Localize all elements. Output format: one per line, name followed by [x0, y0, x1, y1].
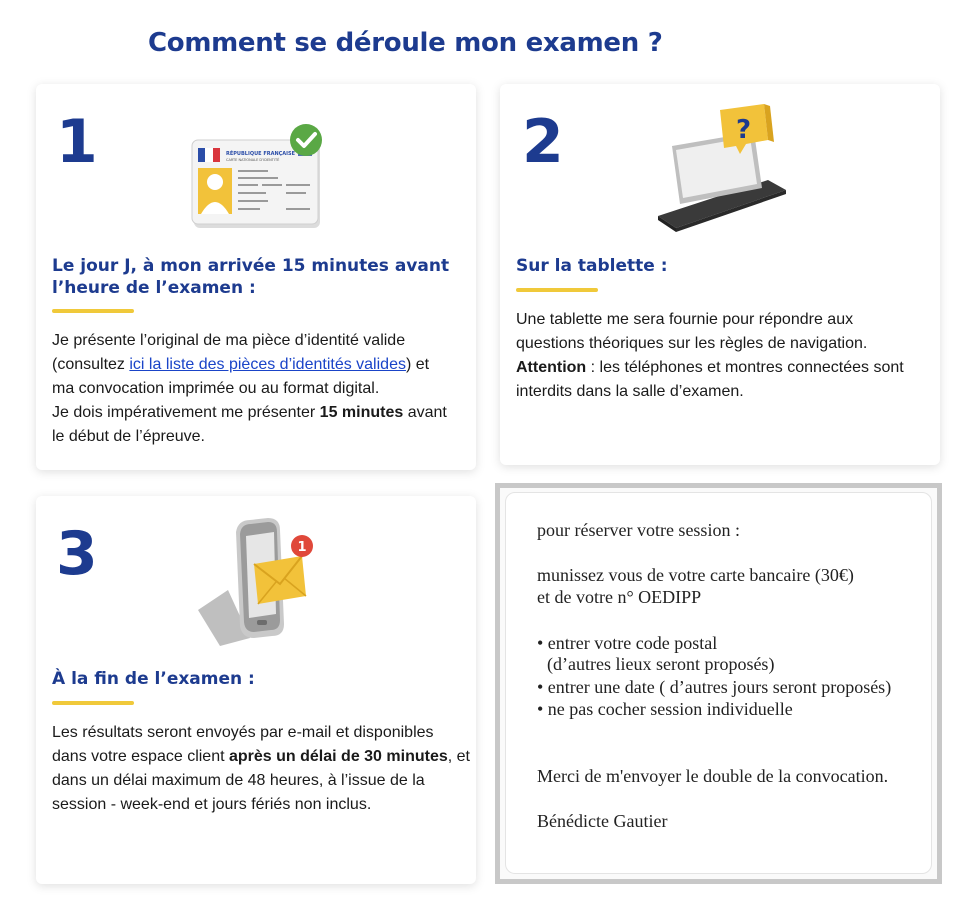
heading-underline	[516, 288, 598, 292]
card-body	[52, 329, 472, 449]
body-line: session - week-end et jours fériés non inclus.	[52, 796, 372, 813]
question-mark-symbol: ?	[736, 115, 752, 145]
body-text: , et	[447, 748, 470, 765]
note-line: • ne pas cocher session individuelle	[537, 699, 793, 719]
body-line: ma convocation imprimée ou au format digital.	[52, 380, 380, 397]
body-line: Une tablette me sera fournie pour répondre aux	[516, 311, 854, 328]
card-heading	[52, 255, 462, 299]
card-heading-line: Le jour J, à mon arrivée 15 minutes avant	[52, 256, 450, 276]
card-heading-line: l’heure de l’examen :	[52, 278, 256, 298]
body-line: le début de l’épreuve.	[52, 428, 205, 445]
page-title: Comment se déroule mon examen ?	[148, 28, 663, 58]
body-text: : les téléphones et montres connectées sont	[586, 359, 904, 376]
body-line: Les résultats seront envoyés par e-mail et disponibles	[52, 724, 434, 741]
step-card-1	[36, 84, 476, 470]
note-line: • entrer une date ( d’autres jours seront proposés)	[537, 677, 892, 697]
note-paper	[505, 492, 932, 874]
card-heading: À la fin de l’examen :	[52, 669, 255, 689]
body-line	[52, 353, 472, 377]
heading-underline	[52, 701, 134, 705]
body-text: Je dois impérativement me présenter	[52, 404, 320, 421]
note-line: et de votre n° OEDIPP	[537, 587, 702, 607]
note-signature: Bénédicte Gautier	[537, 811, 668, 831]
valid-id-list-link[interactable]: ici la liste des pièces d’identités valides	[129, 356, 406, 373]
body-bold-text: 15 minutes	[319, 404, 404, 421]
body-text: ) et	[405, 356, 430, 373]
body-text: dans votre espace client	[52, 748, 229, 765]
step-card-3	[36, 496, 476, 884]
step-number: 2	[522, 107, 564, 177]
body-text: avant	[403, 404, 447, 421]
id-card-subtitle: CARTE NATIONALE D’IDENTITÉ	[226, 158, 280, 162]
step-card-2	[500, 84, 940, 465]
id-card-country: RÉPUBLIQUE FRANÇAISE	[226, 151, 296, 157]
body-line	[52, 745, 472, 769]
card-heading: Sur la tablette :	[516, 256, 668, 276]
note-line: munissez vous de votre carte bancaire (30€)	[537, 565, 854, 585]
body-line	[516, 356, 936, 380]
card-body	[52, 721, 472, 817]
notification-badge-count: 1	[297, 540, 307, 555]
body-line: interdits dans la salle d’examen.	[516, 383, 744, 400]
scanned-note	[495, 483, 942, 884]
note-line: pour réserver votre session :	[537, 520, 740, 540]
note-line: Merci de m'envoyer le double de la convocation.	[537, 766, 889, 786]
body-line: Je présente l’original de ma pièce d’identité valide	[52, 332, 406, 349]
card-body	[516, 308, 936, 404]
body-line	[52, 401, 472, 425]
body-bold-text: Attention	[516, 359, 587, 376]
note-line: (d’autres lieux seront proposés)	[547, 654, 775, 674]
body-line: dans un délai maximum de 48 heures, à l’issue de la	[52, 772, 425, 789]
note-line: • entrer votre code postal	[537, 633, 718, 653]
tablet-question-icon	[650, 100, 790, 240]
id-card-icon	[186, 122, 331, 232]
body-bold-text: après un délai de 30 minutes	[229, 748, 448, 765]
body-text: (consultez	[52, 356, 130, 373]
phone-email-icon	[188, 510, 328, 646]
heading-underline	[52, 309, 134, 313]
step-number: 1	[56, 107, 98, 177]
step-number: 3	[56, 519, 98, 589]
body-line: questions théoriques sur les règles de navigation.	[516, 335, 868, 352]
